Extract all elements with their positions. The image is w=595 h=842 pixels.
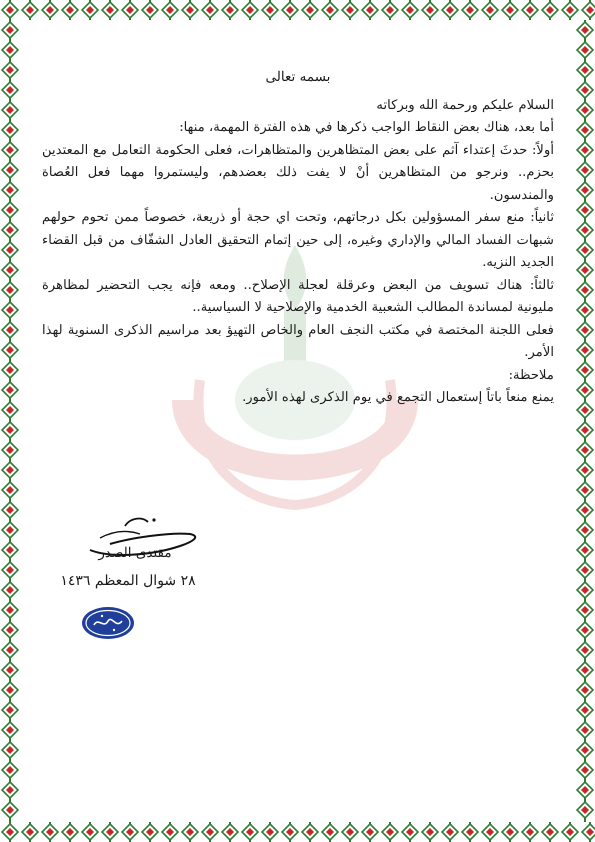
note-text: يمنع منعاً باتاً إستعمال التجمع في يوم الذكرى لهذه الأمور. bbox=[242, 390, 554, 405]
official-seal bbox=[80, 605, 136, 641]
decorative-border-bottom bbox=[0, 822, 595, 842]
letter-body bbox=[42, 66, 554, 410]
committee-paragraph: فعلى اللجنة المختصة في مكتب النجف العام والخاص التهيؤ بعد مراسيم الذكرى السنوية لهذا الأمر. bbox=[42, 322, 554, 360]
point-one: أولاً: حدثَ إعتداء آثم على بعض المتظاهرين والمتظاهرات، فعلى الحكومة التعامل مع المعتدين بحزم.. ونرجو من المتظاهرين أنْ لا يفت ذلك بعضدهم، وليستمروا مهما فعل العُصاة والمندسون. bbox=[42, 142, 554, 203]
letter-date: ٢٨ شوال المعظم ١٤٣٦ bbox=[60, 573, 196, 589]
note-label: ملاحظة: bbox=[508, 367, 554, 383]
decorative-border-right bbox=[575, 20, 595, 822]
intro-paragraph: أما بعد، هناك بعض النقاط الواجب ذكرها في هذه الفترة المهمة، منها: bbox=[179, 120, 554, 135]
letter-heading: بسمه تعالى bbox=[265, 69, 331, 85]
point-three: ثالثاً: هناك تسويف من البعض وعرقلة لعجلة الإصلاح.. ومعه فإنه يجب التحضير لمظاهرة مليونية لمساندة المطالب الشعبية الخدمية والإصلاحية لا السياسية.. bbox=[42, 277, 554, 315]
point-two: ثانياً: منع سفر المسؤولين بكل درجاتهم، وتحت اي حجة أو ذريعة، خصوصاً ممن تحوم حولهم شبهات الفساد المالي والإداري وغيره، إلى حين إتمام التحقيق العادل الشفّاف من قبل القضاء الجديد النزيه. bbox=[42, 210, 554, 270]
decorative-border-top bbox=[0, 0, 595, 20]
decorative-border-left bbox=[0, 20, 20, 822]
greeting: السلام عليكم ورحمة الله وبركاته bbox=[376, 97, 554, 113]
signature-name: مقتدى الصدر bbox=[98, 545, 172, 561]
